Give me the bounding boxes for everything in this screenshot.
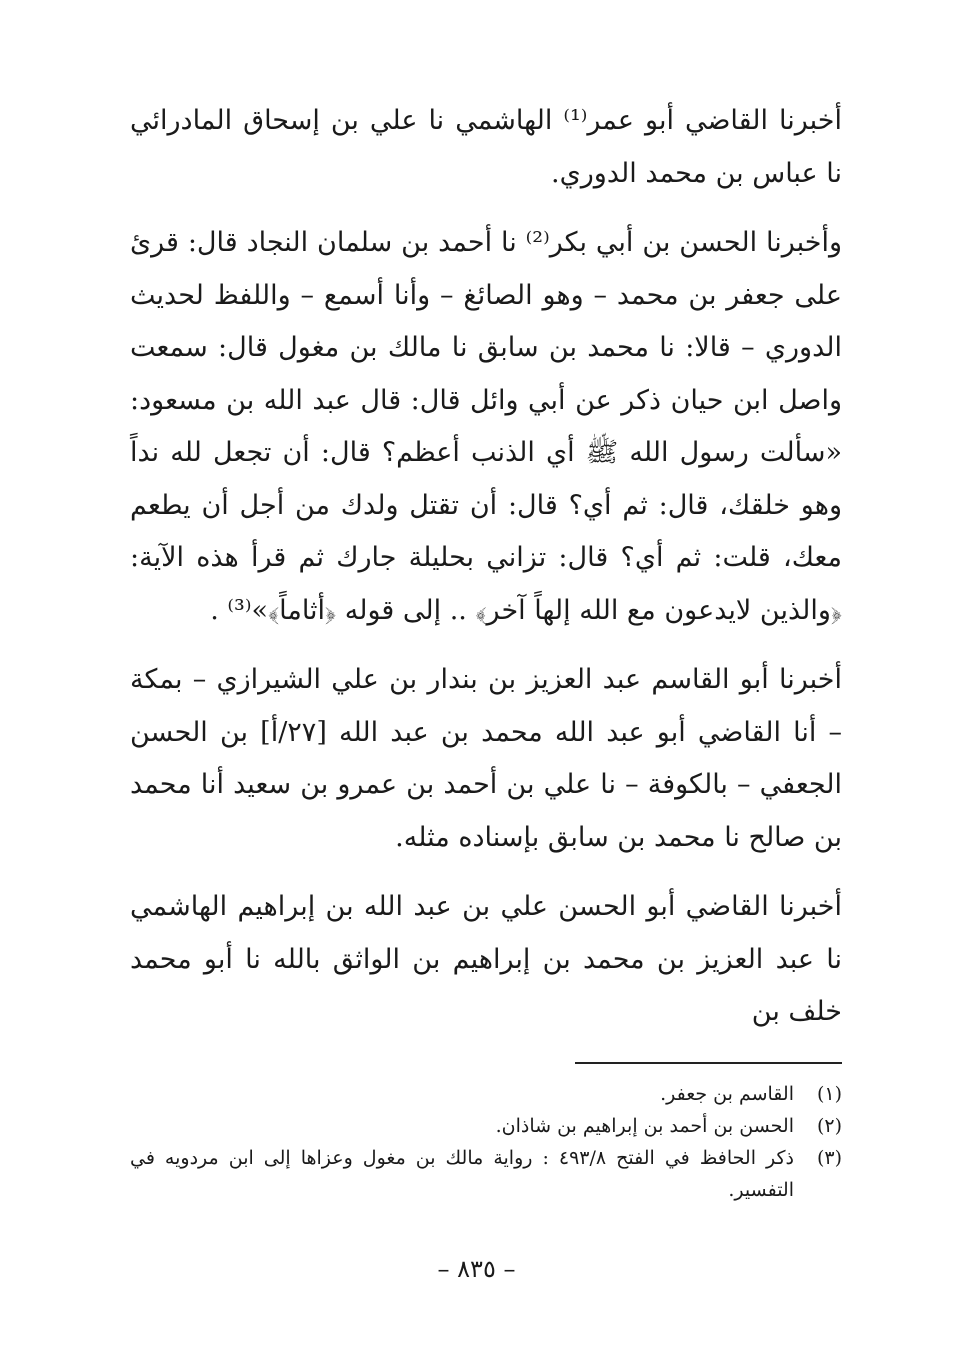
footnote-1	[130, 1078, 842, 1110]
main-text	[130, 95, 842, 1056]
footnote-text: القاسم بن جعفر.	[660, 1083, 794, 1105]
footnote-number: (٣)	[816, 1147, 842, 1169]
footnotes	[130, 1078, 842, 1206]
paragraph-2: وأخبرنا الحسن بن أبي بكر⁽²⁾ نا أحمد بن سلمان النجاد قال: قرئ على جعفر بن محمد – وهو الصائغ – وأنا أسمع – واللفظ لحديث الدوري – قالا: نا محمد بن سابق نا مالك بن مغول قال: سمعت واصل ابن حيان ذكر عن أبي وائل قال: قال عبد الله بن مسعود: «سألت رسول الله ﷺ أي الذنب أعظم؟ قال: أن تجعل لله نداً وهو خلقك، قال: ثم أي؟ قال: أن تقتل ولدك من أجل أن يطعم معك، قلت: ثم أي؟ قال: تزاني بحليلة جارك ثم قرأ هذه الآية: ﴿والذين لايدعون مع الله إلهاً آخر﴾ .. إلى قوله ﴿أثاماً﴾»⁽³⁾ .	[130, 227, 842, 626]
paragraph-3: أخبرنا أبو القاسم عبد العزيز بن بندار بن علي الشيرازي – بمكة – أنا القاضي أبو عبد الله محمد بن عبد الله [٢٧/أ] بن الحسن الجعفي – بالكوفة – نا علي بن أحمد بن عمرو بن سعيد أنا محمد بن صالح نا محمد بن سابق بإسناده مثله.	[130, 664, 842, 853]
footnote-number: (١)	[816, 1083, 842, 1105]
footnote-text: الحسن بن أحمد بن إبراهيم بن شاذان.	[495, 1115, 794, 1137]
paragraph-4: أخبرنا القاضي أبو الحسن علي بن عبد الله بن إبراهيم الهاشمي نا عبد العزيز بن محمد بن إبراهيم بن الواثق بالله نا أبو محمد خلف بن	[130, 891, 842, 1027]
footnote-separator	[575, 1062, 842, 1064]
footnote-3	[130, 1142, 842, 1206]
footnote-2	[130, 1110, 842, 1142]
footnote-number: (٢)	[816, 1115, 842, 1137]
paragraph-1: أخبرنا القاضي أبو عمر⁽¹⁾ الهاشمي نا علي بن إسحاق المادرائي نا عباس بن محمد الدوري.	[130, 105, 842, 189]
page-number: – ٨٣٥ –	[437, 1255, 516, 1283]
footnote-text: ذكر الحافظ في الفتح ٤٩٣/٨ : رواية مالك بن مغول وعزاها إلى ابن مردويه في التفسير.	[130, 1147, 795, 1201]
